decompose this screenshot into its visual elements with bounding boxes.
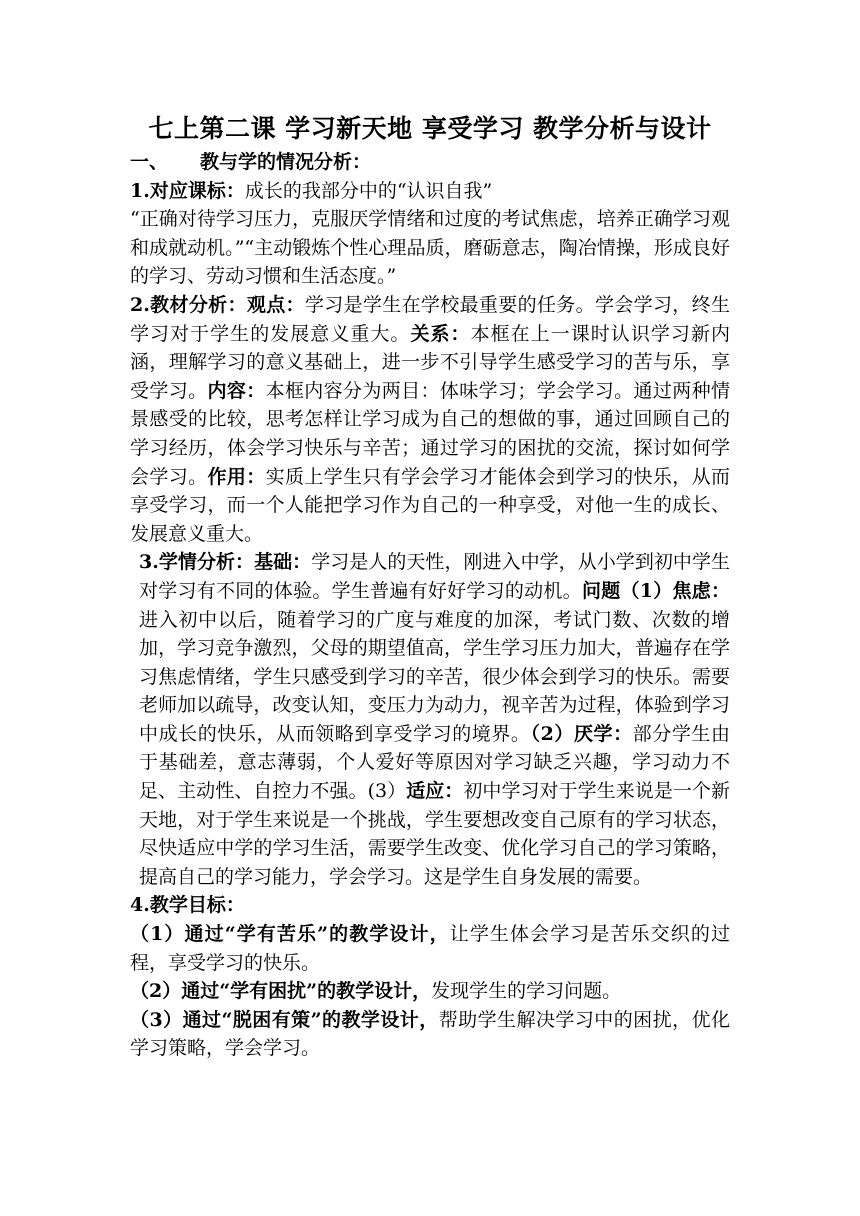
goal-lead: （2）通过“学有困扰”的教学设计， <box>130 980 432 1003</box>
viewpoint-label: 观点： <box>246 293 305 316</box>
weariness-text: 部分学生由于基础差，意志薄弱，个人爱好等原因对学习缺乏兴趣，学习动力不足、主动性、自控力不强。 <box>139 722 730 803</box>
content-label: 内容： <box>207 379 266 402</box>
curriculum-paragraph <box>130 177 730 206</box>
teaching-goals-heading: 4.教学目标： <box>130 894 245 917</box>
relation-label: 关系： <box>410 322 471 345</box>
goal-item <box>130 977 730 1006</box>
goal-item <box>130 920 730 977</box>
document-title: 七上第二课 学习新天地 享受学习 教学分析与设计 <box>148 114 712 143</box>
goal-item <box>130 1006 730 1063</box>
document-page <box>130 112 730 1063</box>
adaptation-text: 初中学习对于学生来说是一个新天地，对于学生来说是一个挑战，学生要想改变自己原有的学习状态，尽快适应中学的学习生活，需要学生改变、优化学习自己的学习策略，提高自己的学习能力，学会学习。这是学生自身发展的需要。 <box>139 780 730 888</box>
goal-lead: （3）通过“脱困有策”的教学设计， <box>130 1008 439 1031</box>
adaptation-label: 适应： <box>406 780 464 803</box>
anxiety-label: 问题（1）焦虑： <box>581 579 730 602</box>
goal-text: 发现学生的学习问题。 <box>431 980 622 1003</box>
section-label: 教与学的情况分析： <box>200 151 372 173</box>
goal-text: 帮助学生解决学习中的困扰，优化学习策略，学会学习。 <box>130 1008 730 1060</box>
function-text: 实质上学生只有学会学习才能体会到学习的快乐，从而享受学习，而一个人能把学习作为自己的一种享受，对他一生的成长、发展意义重大。 <box>130 465 730 545</box>
section-heading <box>130 148 730 177</box>
viewpoint-text: 学习是学生在学校最重要的任务。学会学习，终生学习对于学生的发展意义重大。 <box>130 293 730 345</box>
textbook-analysis-paragraph <box>130 291 730 548</box>
function-label: 作用： <box>207 465 266 488</box>
basis-text: 学习是人的天性，刚进入中学，从小学到初中学生对学习有不同的体验。学生普遍有好好学习的动机。 <box>139 551 730 602</box>
curriculum-text: 成长的我部分中的“认识自我” <box>244 179 493 202</box>
basis-label: 基础： <box>254 551 312 574</box>
textbook-analysis-label: 2.教材分析： <box>130 293 247 316</box>
content-text: 本框内容分为两目：体味学习；学会学习。通过两种情景感受的比较，思考怎样让学习成为自己的想做的事，通过回顾自己的学习经历，体会学习快乐与辛苦；通过学习的困扰的交流，探讨如何学会学习。 <box>130 379 730 488</box>
learner-analysis-paragraph <box>130 548 730 891</box>
anxiety-text: 进入初中以后，随着学习的广度与难度的加深，考试门数、次数的增加，学习竞争激烈，父母的期望值高，学生学习压力加大，普遍存在学习焦虑情绪，学生只感受到学习的辛苦，很少体会到学习的快乐。需要老师加以疏导，改变认知，变压力为动力，视辛苦为过程，体验到学习中成长的快乐，从而领略到享受学习的境界。 <box>139 608 730 745</box>
goal-lead: （1）通过“学有苦乐”的教学设计， <box>130 923 450 946</box>
section-number: 一、 <box>130 151 169 173</box>
curriculum-quote: “正确对待学习压力，克服厌学情绪和过度的考试焦虑，培养正确学习观和成就动机。”“主动锻炼个性心理品质，磨砺意志，陶冶情操，形成良好的学习、劳动习惯和生活态度。” <box>130 208 730 288</box>
learner-analysis-label: 3.学情分析： <box>139 551 255 574</box>
adaptation-number: (3） <box>367 780 407 803</box>
goal-text: 让学生体会学习是苦乐交织的过程，享受学习的快乐。 <box>130 923 730 974</box>
weariness-label: （2）厌学： <box>530 722 633 745</box>
relation-text: 本框在上一课时认识学习新内涵，理解学习的意义基础上，进一步不引导学生感受学习的苦与乐，享受学习。 <box>130 322 730 402</box>
curriculum-label: 1.对应课标： <box>130 179 245 202</box>
